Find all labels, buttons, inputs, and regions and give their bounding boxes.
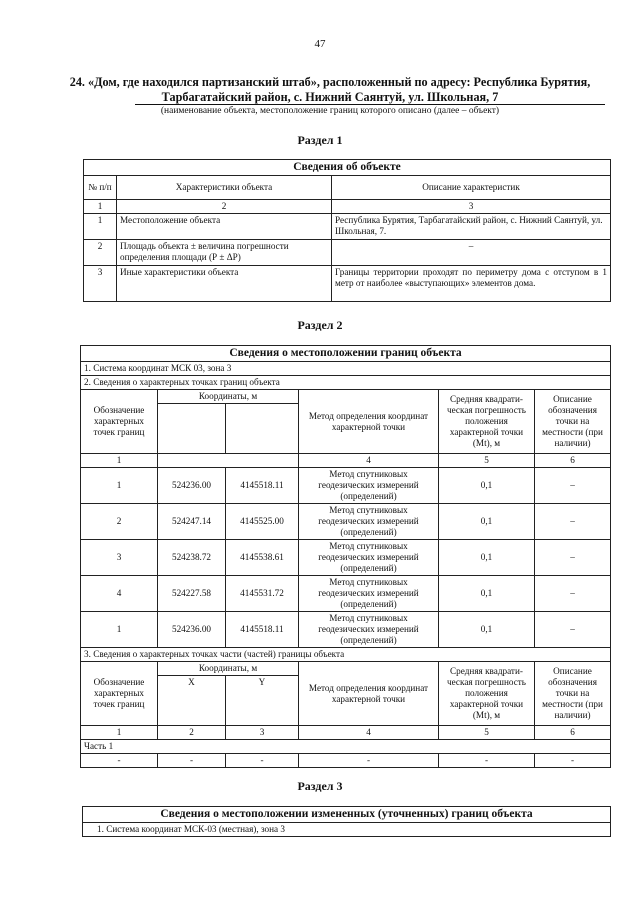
point-description: – (535, 504, 611, 540)
col-num: 4 (299, 454, 439, 468)
part-header-designation: Обозначение характерных точек границ (81, 662, 158, 726)
section2-heading: Раздел 2 (297, 318, 343, 332)
part-cell: - (158, 754, 226, 768)
row-characteristic: Местоположение объекта (117, 214, 332, 240)
page-number: 47 (314, 38, 326, 50)
part-header-accuracy: Средняя квадрати-ческая погрешность положения характерной точки (Mt), м (439, 662, 535, 726)
point-number: 1 (81, 612, 158, 648)
col-num: 1 (84, 200, 117, 214)
point-method: Метод спутниковых геодезических измерений (определений) (299, 576, 439, 612)
part-cell: - (81, 754, 158, 768)
row-description: – (332, 240, 611, 266)
header-coords: Координаты, м (158, 390, 299, 404)
point-description: – (535, 540, 611, 576)
point-number: 4 (81, 576, 158, 612)
part-cell: - (299, 754, 439, 768)
col-num-empty (158, 454, 299, 468)
col-num: 4 (299, 726, 439, 740)
object-info-title: Сведения об объекте (84, 160, 611, 176)
table-row (81, 540, 611, 576)
row-number: 3 (84, 266, 117, 302)
col-num: 3 (332, 200, 611, 214)
changed-boundaries-table (82, 806, 611, 837)
header-designation: Обозначение характерных точек границ (81, 390, 158, 454)
point-accuracy: 0,1 (439, 576, 535, 612)
col-num: 5 (439, 726, 535, 740)
point-y: 4145531.72 (226, 576, 299, 612)
col-num: 1 (81, 454, 158, 468)
part-cell: - (535, 754, 611, 768)
document-title: 24. «Дом, где находился партизанский штаб», расположенный по адресу: Республика Бурятия, Тарбагатайский район, с. Нижний Саянтуй, ул. Школьная, 7 (69, 75, 591, 104)
point-y: 4145525.00 (226, 504, 299, 540)
points-title: 2. Сведения о характерных точках границ объекта (81, 376, 611, 390)
part-header-description: Описание обозначения точки на местности (при наличии) (535, 662, 611, 726)
document-subtitle: (наименование объекта, местоположение границ которого описано (далее – объект) (160, 106, 500, 116)
row-number: 1 (84, 214, 117, 240)
point-y: 4145518.11 (226, 468, 299, 504)
changed-boundaries-title: Сведения о местоположении измененных (уточненных) границ объекта (83, 807, 611, 823)
table-row (84, 214, 611, 240)
boundary-table-title: Сведения о местоположении границ объекта (81, 346, 611, 362)
point-method: Метод спутниковых геодезических измерений (определений) (299, 504, 439, 540)
col-header-description: Описание характеристик (332, 176, 611, 200)
point-accuracy: 0,1 (439, 504, 535, 540)
point-method: Метод спутниковых геодезических измерений (определений) (299, 540, 439, 576)
col-num: 6 (535, 726, 611, 740)
section1-heading: Раздел 1 (297, 133, 343, 147)
row-number: 2 (84, 240, 117, 266)
part-label: Часть 1 (81, 740, 611, 754)
part-cell: - (226, 754, 299, 768)
col-num: 6 (535, 454, 611, 468)
col-header-characteristic: Характеристики объекта (117, 176, 332, 200)
row-description: Республика Бурятия, Тарбагатайский район, с. Нижний Саянтуй, ул. Школьная, 7. (332, 214, 611, 240)
row-characteristic: Иные характеристики объекта (117, 266, 332, 302)
part-title: 3. Сведения о характерных точках части (частей) границы объекта (81, 648, 611, 662)
table-row (81, 468, 611, 504)
point-x: 524236.00 (158, 468, 226, 504)
table-row (81, 576, 611, 612)
point-method: Метод спутниковых геодезических измерений (определений) (299, 612, 439, 648)
point-number: 3 (81, 540, 158, 576)
table-row (84, 266, 611, 302)
point-accuracy: 0,1 (439, 612, 535, 648)
coord-system: 1. Система координат МСК 03, зона 3 (81, 362, 611, 376)
point-x: 524236.00 (158, 612, 226, 648)
header-description: Описание обозначения точки на местности (при наличии) (535, 390, 611, 454)
point-accuracy: 0,1 (439, 540, 535, 576)
col-num: 2 (158, 726, 226, 740)
object-info-table (83, 159, 611, 302)
boundary-location-table (80, 345, 611, 768)
row-characteristic: Площадь объекта ± величина погрешности определения площади (Р ± ΔР) (117, 240, 332, 266)
col-num: 5 (439, 454, 535, 468)
table-row (81, 504, 611, 540)
col-num: 1 (81, 726, 158, 740)
row-description: Границы территории проходят по периметру дома с отступом в 1 метр от наиболее «выступающих» элементов дома. (332, 266, 611, 302)
col-num: 2 (117, 200, 332, 214)
point-method: Метод спутниковых геодезических измерений (определений) (299, 468, 439, 504)
point-x: 524238.72 (158, 540, 226, 576)
point-number: 2 (81, 504, 158, 540)
point-description: – (535, 468, 611, 504)
point-description: – (535, 576, 611, 612)
header-y-empty (226, 404, 299, 454)
part-cell: - (439, 754, 535, 768)
col-num: 3 (226, 726, 299, 740)
table-row (84, 240, 611, 266)
part-header-x: X (158, 676, 226, 726)
col-header-num: № п/п (84, 176, 117, 200)
part-header-coords: Координаты, м (158, 662, 299, 676)
point-accuracy: 0,1 (439, 468, 535, 504)
title-underline (135, 104, 605, 105)
point-description: – (535, 612, 611, 648)
point-y: 4145538.61 (226, 540, 299, 576)
point-y: 4145518.11 (226, 612, 299, 648)
table-row (81, 754, 611, 768)
part-header-y: Y (226, 676, 299, 726)
part-header-method: Метод определения координат характерной точки (299, 662, 439, 726)
section3-coord-system: 1. Система координат МСК-03 (местная), зона 3 (83, 823, 611, 837)
table-row (81, 612, 611, 648)
section3-heading: Раздел 3 (297, 779, 343, 793)
header-accuracy: Средняя квадрати-ческая погрешность положения характерной точки (Mt), м (439, 390, 535, 454)
header-method: Метод определения координат характерной точки (299, 390, 439, 454)
point-x: 524227.58 (158, 576, 226, 612)
point-number: 1 (81, 468, 158, 504)
point-x: 524247.14 (158, 504, 226, 540)
header-x-empty (158, 404, 226, 454)
